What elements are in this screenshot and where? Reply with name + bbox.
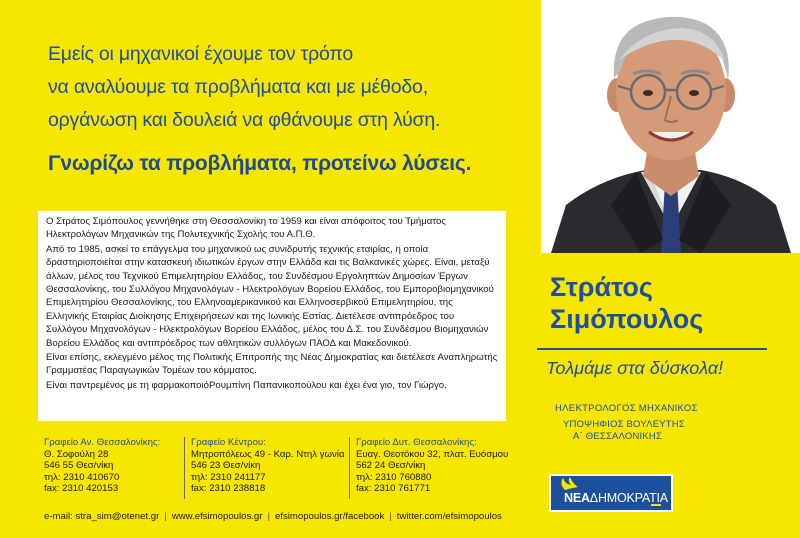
contact-links [44,511,502,522]
website-link[interactable]: www.efsimopoulos.gr [171,511,263,522]
slogan: Γνωρίζω τα προβλήματα, προτείνω λύσεις. [48,152,472,175]
quote-line-3: οργάνωση και δουλειά να φθάνουμε στη λύση. [48,109,441,131]
email-link[interactable]: e-mail: stra_sim@otenet.gr [44,511,160,522]
separator: | [389,511,392,522]
candidacy-line-1: ΥΠΟΨΗΦΙΟΣ ΒΟΥΛΕΥΤΗΣ [563,419,685,430]
twitter-link[interactable]: twitter.com/efsimopoulos [396,511,502,522]
office-street: Θ. Σοφούλη 28 [44,448,109,460]
office-street: Μητροπόλεως 49 - Καρ. Ντηλ γωνία [191,448,345,460]
portrait-illustration [541,0,800,253]
office-title: Γραφείο Αν. Θεσσαλονίκης: [44,437,161,448]
offices-block [44,437,524,501]
office-title: Γραφείο Κέντρου: [191,437,266,448]
quote-line-2: να αναλύουμε τα προβλήματα και με μέθοδο, [48,76,428,98]
facebook-link[interactable]: efsimopoulos.gr/facebook [274,511,385,522]
office-west [349,437,516,499]
office-phone: τηλ: 2310 760880 [356,471,432,483]
separator: | [267,511,270,522]
office-fax: fax: 2310 238818 [191,483,266,495]
separator: | [164,511,167,522]
campaign-motto: Τολμάμε στα δύσκολα! [546,358,724,378]
candidate-last-name: Σιμόπουλος [550,304,704,334]
bio-paragraph-1: Ο Στράτος Σιμόπουλος γεννήθηκε στη Θεσσαλονίκη το 1959 και είναι απόφοιτος του Τμήματος Ηλεκτρολόγων Μηχανικών της Πολυτεχνικής Σχολής του Α.Π.Θ. [46,216,446,241]
biography-box [38,211,506,421]
office-street: Ευαγ. Θεοτόκου 32, πλατ. Ευόσμου [356,448,509,460]
quote-text [48,38,518,137]
office-title: Γραφείο Δυτ. Θεσσαλονίκης: [356,437,477,448]
office-phone: τηλ: 2310 410670 [44,471,120,483]
office-city: 546 55 Θεσ/νίκη [44,460,114,472]
party-name-light: ΔΗΜΟΚΡΑΤΙΑ [589,491,668,505]
office-fax: fax: 2310 761771 [356,483,431,495]
candidate-portrait [541,0,800,253]
candidate-first-name: Στράτος [550,272,653,302]
party-name [564,491,668,505]
party-name-bold: ΝΕΑ [564,491,590,505]
office-east [44,437,204,495]
party-logo [549,474,673,512]
office-fax: fax: 2310 420153 [44,483,119,495]
quote-line-1: Εμείς οι μηχανικοί έχουμε τον τρόπο [48,43,354,65]
candidate-name [550,271,703,335]
bio-paragraph-3: Είναι επίσης, εκλεγμένο μέλος της Πολιτικής Επιτροπής της Νέας Δημοκρατίας και διετέλεσε Αναπληρωτής Γραμματέας Παραγωγικών Τομέων του κόμματος. [46,352,498,377]
profession-label: ΗΛΕΚΤΡΟΛΟΓΟΣ ΜΗΧΑΝΙΚΟΣ [555,403,698,414]
bio-paragraph-2: Από το 1985, ασκεί το επάγγελμα του μηχανικού ως συνιδρυτής τεχνικής εταιρίας, η οποία δραστηριοποιείται στην κατασκευή ιδιωτικών έργων στην Ελλάδα και τις Βαλκανικές χώρες. Είναι, μεταξύ άλλων, μέλος του Τεχνικού Επιμελητηρίου Ελλάδος, του Συνδέσμου Εργοληπτών Δημοσίων Έργων Θεσσαλονίκης, του Συλλόγου Μηχανολόγων - Ηλεκτρολόγων Βορείου Ελλάδος, του Εμποροβιομηχανικού Επιμελητηρίου Θεσσαλονίκης, του Ελληνοαμερικανικού και Ελληνοσερβικού Επιμελητηρίου, της Ελληνικής Εταιρίας Διοίκησης Επιχειρήσεων και της Ιωνικής Εστίας. Διετέλεσε αντιπρόεδρος του Συλλόγου Μηχανολόγων - Ηλεκτρολόγων Βορείου Ελλάδος, μέλος του Δ.Σ. του Συνδέσμου Βιομηχανιών Βορείου Ελλάδος και αντιπρόεδρος των αθλητικών συλλόγων ΠΑΟΔ και Μακεδονικού. [46,243,494,349]
office-city: 546 23 Θεσ/νίκη [191,460,261,472]
office-city: 562 24 Θεσ/νίκη [356,460,426,472]
name-divider [537,348,767,350]
office-center [184,437,351,499]
bio-paragraph-4: Είναι παντρεμένος με τη φαρμακοποιόΡουμπίνη Παπανικοπούλου και έχει ένα γιο, τον Γιώργο. [46,379,447,391]
office-phone: τηλ: 2310 241177 [191,471,266,483]
candidacy-line-2: Α΄ ΘΕΣΣΑΛΟΝΙΚΗΣ [573,431,663,442]
